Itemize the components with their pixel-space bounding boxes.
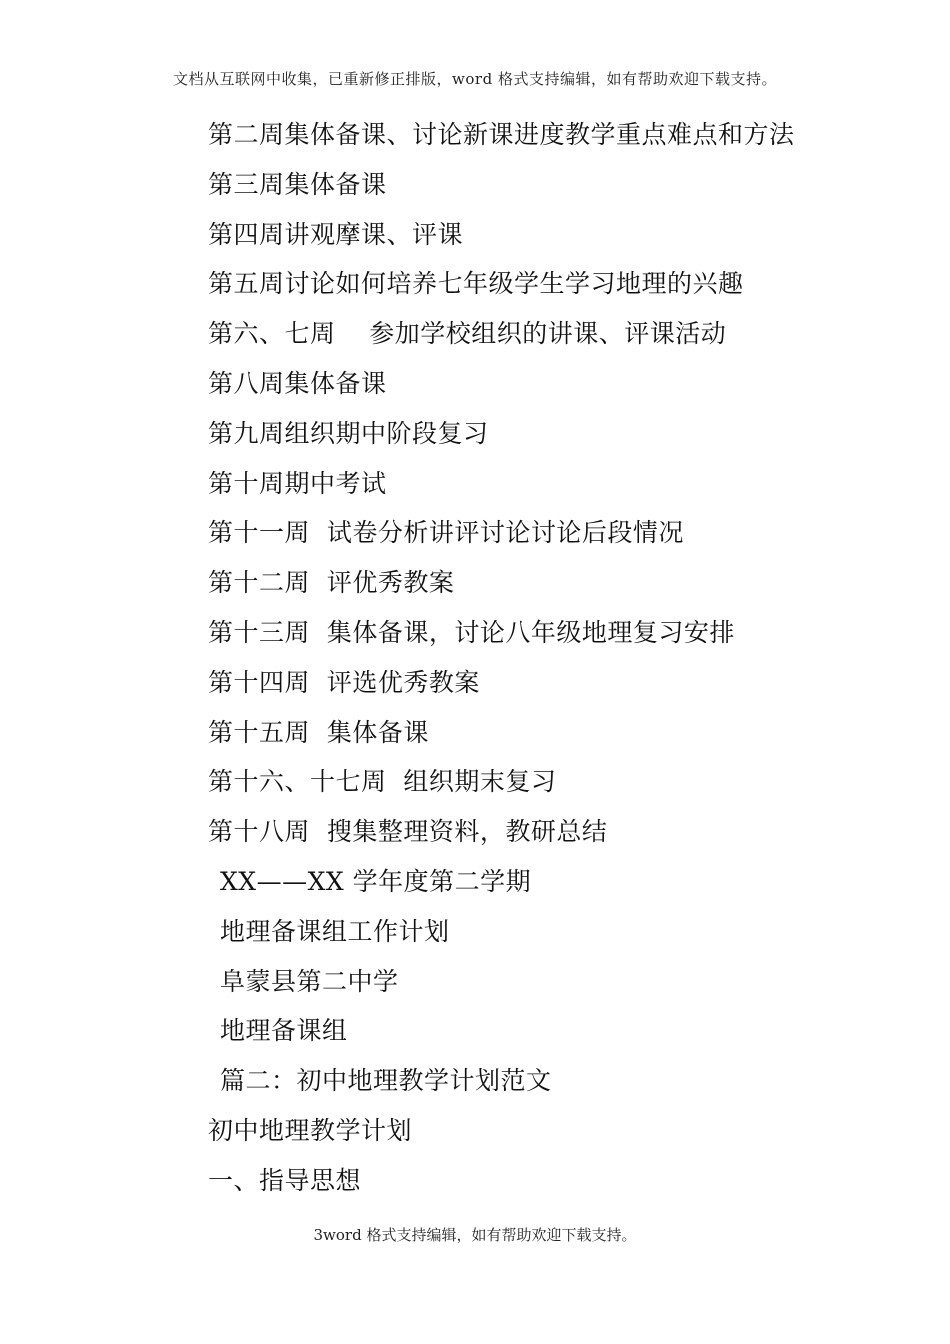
week3-line: 第三周集体备课 [208,169,387,199]
week2-line: 第二周集体备课、讨论新课进度教学重点难点和方法 [208,120,795,149]
week13-line: 第十三周 集体备课，讨论八年级地理复习安排 [208,617,735,647]
page-header: 文档从互联网中收集，已重新修正排版，word 格式支持编辑，如有帮助欢迎下载支持。 [173,70,777,88]
week9-line: 第九周组织期中阶段复习 [208,418,489,448]
week14-line: 第十四周 评选优秀教案 [208,667,480,697]
week12-line: 第十二周 评优秀教案 [208,568,455,598]
week4-line: 第四周讲观摩课、评课 [208,219,464,249]
school-name: 阜蒙县第二中学 [220,966,399,996]
week5-line: 第五周讨论如何培养七年级学生学习地理的兴趣 [208,269,744,299]
teaching-plan-title: 初中地理教学计划 [208,1115,413,1145]
week15-line: 第十五周 集体备课 [208,717,429,747]
week11-line: 第十一周 试卷分析讲评讨论讨论后段情况 [208,518,684,548]
week18-line: 第十八周 搜集整理资料，教研总结 [208,817,608,847]
page-footer: 3word 格式支持编辑，如有帮助欢迎下载支持。 [313,1226,637,1244]
document-body [208,110,910,1206]
week6-7-line: 第六、七周 参加学校组织的讲课、评课活动 [208,319,727,349]
week16-17-line: 第十六、十七周 组织期末复习 [208,767,557,797]
section-two-title: 篇二：初中地理教学计划范文 [220,1066,552,1096]
guiding-ideology-heading: 一、指导思想 [208,1165,362,1195]
group-name: 地理备课组 [220,1016,348,1046]
plan-title: 地理备课组工作计划 [220,916,450,946]
school-year-title: XX——XX 学年度第二学期 [220,866,532,896]
week10-line: 第十周期中考试 [208,468,387,498]
week8-line: 第八周集体备课 [208,368,387,398]
